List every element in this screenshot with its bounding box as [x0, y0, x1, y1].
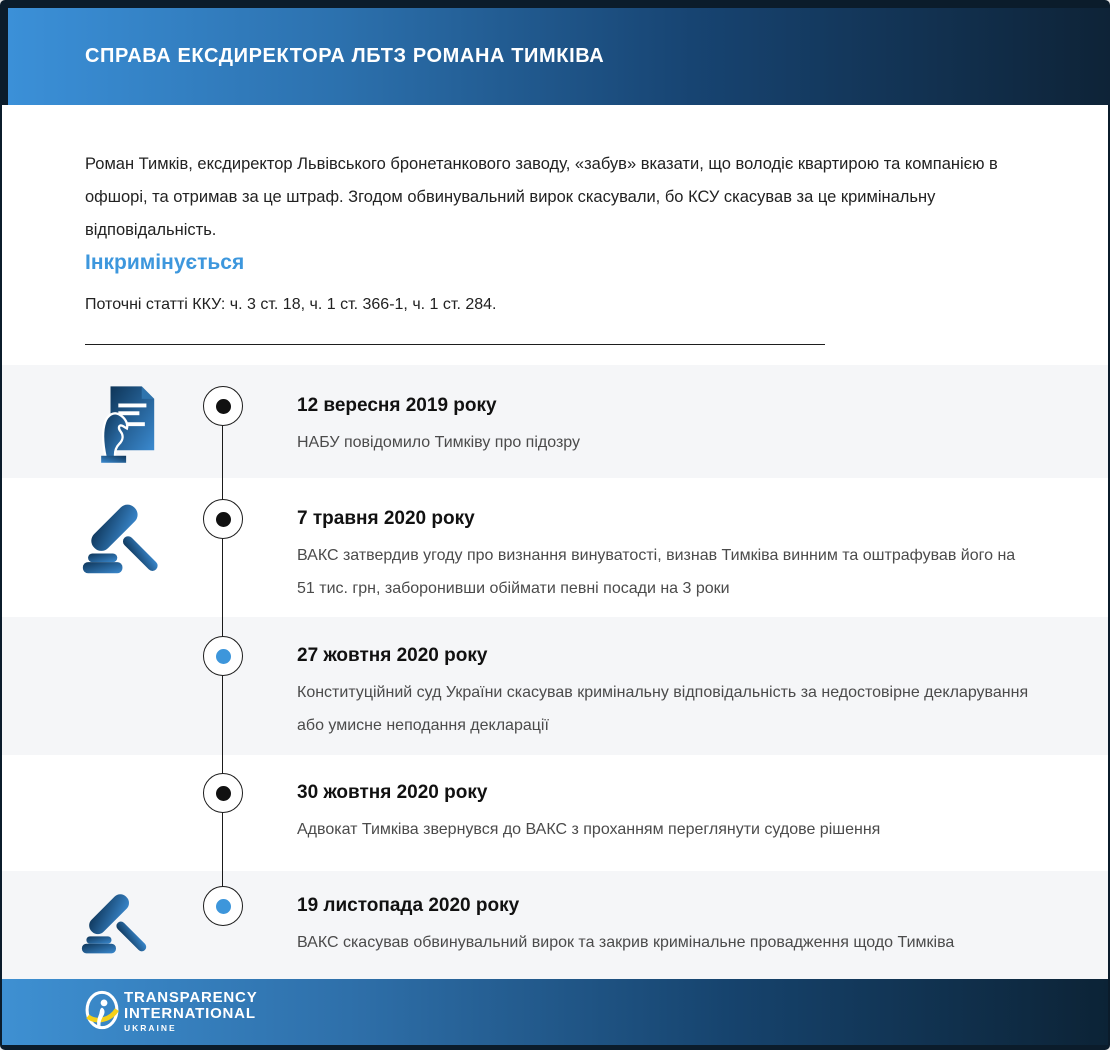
gavel-icon — [76, 495, 162, 586]
content-area — [2, 105, 1108, 979]
transparency-international-logo — [85, 990, 258, 1035]
timeline-event — [2, 755, 1108, 871]
timeline-dot — [216, 399, 231, 414]
logo-line-3: UKRAINE — [124, 1023, 177, 1033]
timeline-dot — [216, 512, 231, 527]
footer-banner — [2, 979, 1108, 1045]
timeline-dot — [216, 899, 231, 914]
timeline-node — [203, 636, 243, 676]
event-description: ВАКС скасував обвинувальний вирок та закрив кримінальне провадження щодо Тимківа — [297, 934, 955, 951]
event-date: 7 травня 2020 року — [297, 508, 475, 529]
timeline-node — [203, 386, 243, 426]
logo-line-1: TRANSPARENCY — [124, 989, 258, 1006]
event-date: 30 жовтня 2020 року — [297, 782, 488, 803]
timeline-dot — [216, 649, 231, 664]
logo-text — [124, 990, 258, 1034]
event-date: 19 листопада 2020 року — [297, 895, 520, 916]
event-date: 12 вересня 2019 року — [297, 395, 497, 416]
charges-articles: Поточні статті ККУ: ч. 3 ст. 18, ч. 1 ст. 366-1, ч. 1 ст. 284. — [85, 296, 497, 313]
timeline-event — [2, 617, 1108, 755]
intro-paragraph: Роман Тимків, ексдиректор Львівського бронетанкового заводу, «забув» вказати, що володіє квартирою та компанією в офшорі, та отримав за це штраф. Згодом обвинувальний вирок скасували, бо КСУ скасував за це кримінальну відповідальність. — [85, 154, 998, 239]
timeline-node — [203, 773, 243, 813]
timeline-dot — [216, 786, 231, 801]
event-description: НАБУ повідомило Тимківу про підозру — [297, 434, 581, 451]
timeline-event — [2, 478, 1108, 617]
gavel-icon — [76, 886, 150, 965]
divider-line — [85, 344, 825, 345]
event-description: ВАКС затвердив угоду про визнання винуватості, визнав Тимківа винним та оштрафував його на 51 тис. грн, заборонивши обіймати певні посади на 3 роки — [297, 547, 1016, 597]
timeline — [2, 365, 1108, 979]
timeline-event — [2, 365, 1108, 478]
logo-line-2: INTERNATIONAL — [124, 1005, 256, 1022]
header-banner — [8, 8, 1110, 105]
event-date: 27 жовтня 2020 року — [297, 645, 488, 666]
globe-icon — [85, 990, 119, 1035]
timeline-node — [203, 499, 243, 539]
event-description: Адвокат Тимківа звернувся до ВАКС з проханням переглянути судове рішення — [297, 821, 881, 838]
timeline-node — [203, 886, 243, 926]
document-hand-icon — [84, 383, 162, 468]
page-title: СПРАВА ЕКСДИРЕКТОРА ЛБТЗ РОМАНА ТИМКІВА — [85, 45, 605, 67]
charges-heading: Інкримінується — [85, 251, 245, 274]
event-description: Конституційний суд України скасував кримінальну відповідальність за недостовірне декларування або умисне неподання декларації — [297, 684, 1029, 734]
timeline-event — [2, 871, 1108, 979]
